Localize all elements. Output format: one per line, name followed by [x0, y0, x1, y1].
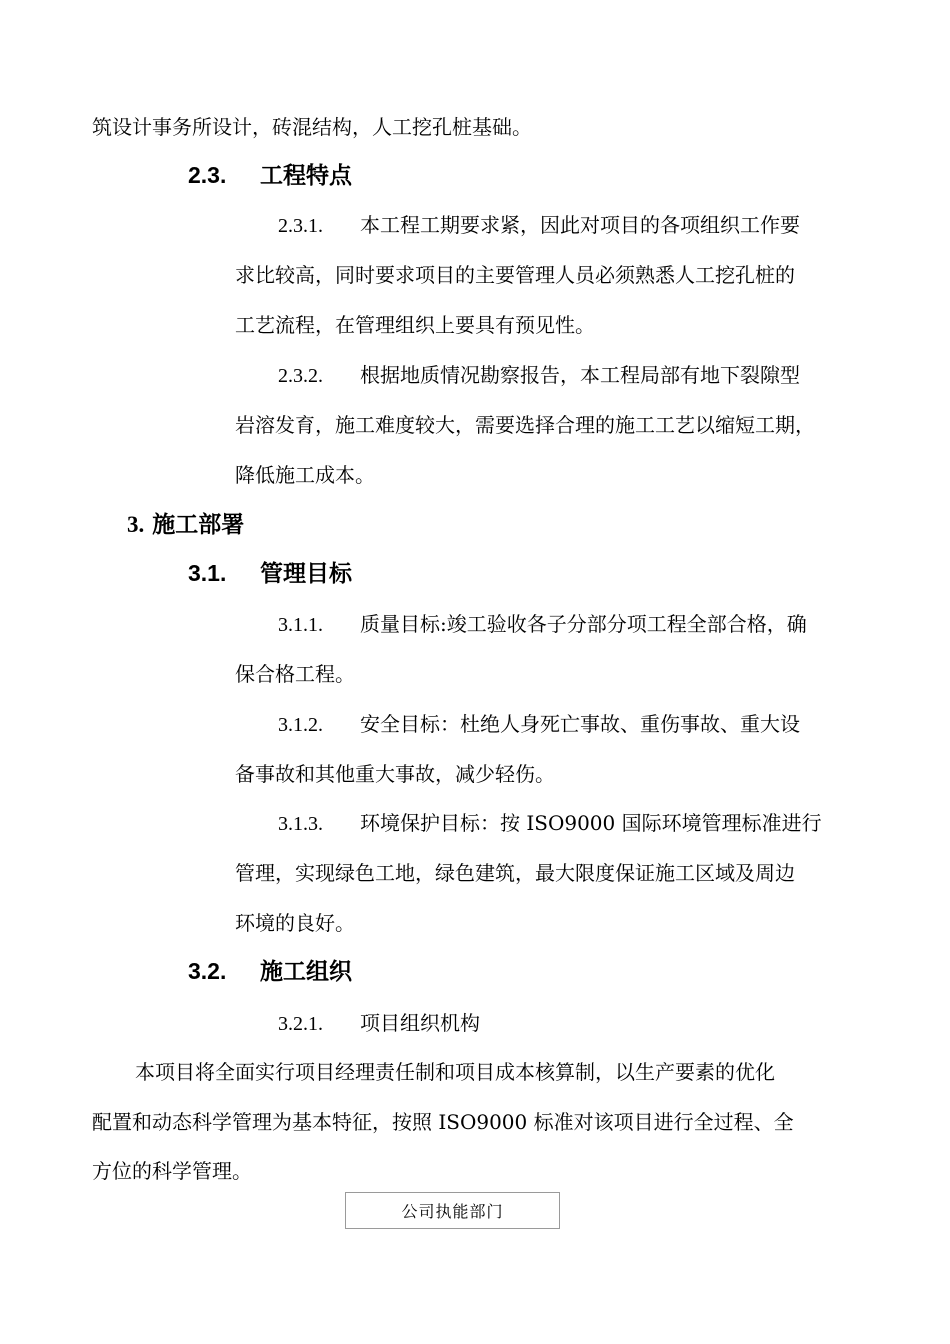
clause-text: 质量目标:竣工验收各子分部分项工程全部合格，确 [360, 612, 807, 636]
clause-text: 安全目标：杜绝人身死亡事故、重伤事故、重大设 [360, 712, 800, 736]
heading-title: 管理目标 [260, 561, 352, 587]
heading-number: 3.2. [188, 958, 227, 984]
clause-number: 3.2.1. [278, 1013, 323, 1035]
body-text-line: 筑设计事务所设计，砖混结构，人工挖孔桩基础。 [92, 115, 532, 139]
body-text-line: 配置和动态科学管理为基本特征，按照 ISO9000 标准对该项目进行全过程、全 [92, 1110, 794, 1134]
clause-number: 2.3.2. [278, 365, 323, 387]
clause-number: 3.1.1. [278, 614, 323, 636]
section-heading-3-2 [188, 960, 352, 984]
heading-title: 施工部署 [152, 512, 245, 538]
clause-3-1-2 [278, 714, 800, 735]
clause-2-3-1 [278, 215, 800, 236]
body-text-line: 本项目将全面实行项目经理责任制和项目成本核算制，以生产要素的优化 [135, 1060, 775, 1084]
section-heading-3 [127, 513, 244, 537]
clause-text: 根据地质情况勘察报告，本工程局部有地下裂隙型 [360, 363, 800, 387]
clause-3-1-1 [278, 614, 807, 635]
clause-text: 项目组织机构 [360, 1011, 480, 1035]
clause-number: 3.1.3. [278, 813, 323, 835]
body-text-line: 降低施工成本。 [235, 463, 375, 487]
body-text-line: 保合格工程。 [235, 662, 355, 686]
heading-number: 3.1. [188, 560, 227, 586]
clause-number: 3.1.2. [278, 714, 323, 736]
body-text-line: 环境的良好。 [235, 911, 355, 935]
body-text-line: 求比较高，同时要求项目的主要管理人员必须熟悉人工挖孔桩的 [235, 263, 795, 287]
heading-title: 工程特点 [260, 163, 352, 189]
clause-text: 本工程工期要求紧，因此对项目的各项组织工作要 [360, 213, 800, 237]
heading-title: 施工组织 [260, 959, 352, 985]
body-text-line: 备事故和其他重大事故，减少轻伤。 [235, 762, 555, 786]
clause-2-3-2 [278, 365, 800, 386]
section-heading-2-3 [188, 164, 352, 188]
heading-number: 3. [127, 512, 145, 537]
body-text-line: 岩溶发育，施工难度较大，需要选择合理的施工工艺以缩短工期， [235, 413, 815, 437]
clause-3-1-3 [278, 813, 822, 834]
body-text-line: 方位的科学管理。 [92, 1159, 252, 1183]
heading-number: 2.3. [188, 162, 227, 188]
clause-number: 2.3.1. [278, 215, 323, 237]
body-text-line: 管理，实现绿色工地，绿色建筑，最大限度保证施工区域及周边 [235, 861, 795, 885]
org-chart-top-box: 公司执能部门 [345, 1192, 560, 1229]
body-text-line: 工艺流程，在管理组织上要具有预见性。 [235, 313, 595, 337]
clause-3-2-1 [278, 1013, 480, 1034]
section-heading-3-1 [188, 562, 352, 586]
clause-text: 环境保护目标：按 ISO9000 国际环境管理标准进行 [360, 811, 822, 835]
